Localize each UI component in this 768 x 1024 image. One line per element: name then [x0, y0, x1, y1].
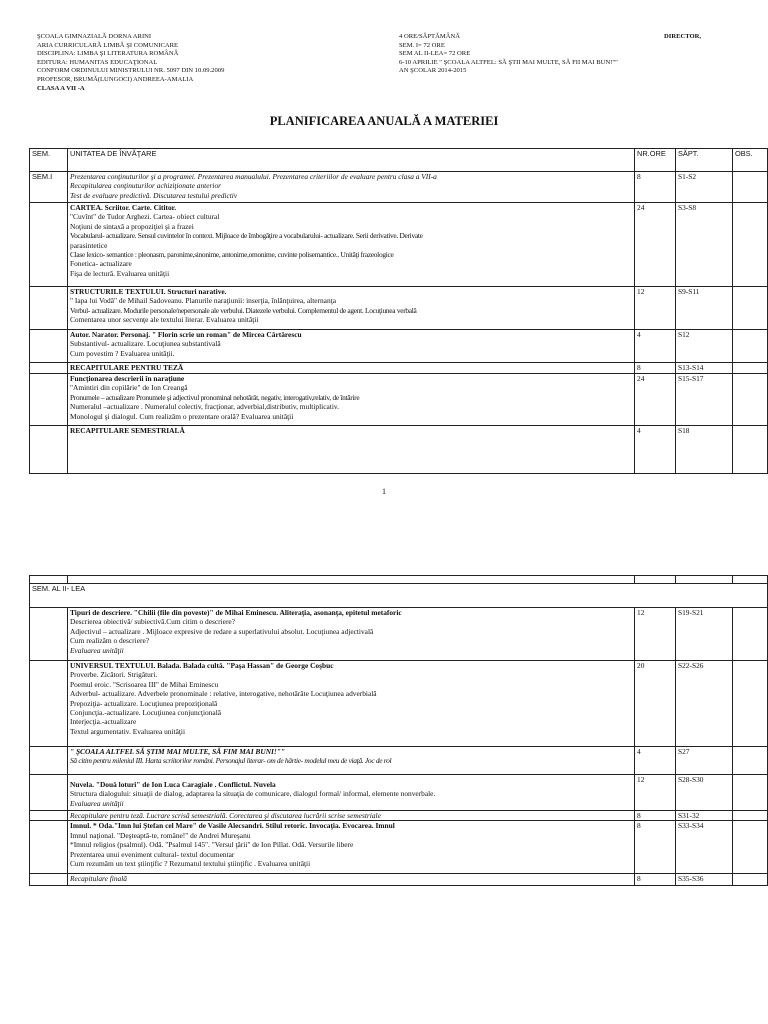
school-name: ŞCOALA GIMNAZIALĂ DORNA ARINI — [37, 33, 152, 40]
sem-cell: SEM.I — [30, 172, 68, 203]
table-row — [30, 821, 768, 874]
obs-cell — [733, 661, 768, 747]
sem2-hours: SEM AL II-LEA= 72 ORE — [399, 50, 471, 58]
unit-cell: Recapitulare pentru teză. Lucrare scrisă semestrială. Corectarea şi discutarea lucrării scrise semestriale — [68, 811, 635, 821]
week-cell: S28-S30 — [676, 775, 733, 811]
table-row — [30, 775, 768, 811]
week-cell: S19-S21 — [676, 608, 733, 661]
unit-cell: Autor. Narator. Personaj. " Florin scrie un roman" de Mircea Cărtărescu Substantivul- actualizare. Locuţiunea substantivală Cum povestim ? Evaluarea unităţii. — [68, 330, 635, 363]
table-row — [30, 330, 768, 363]
obs-cell — [733, 330, 768, 363]
table-row — [30, 747, 768, 775]
obs-cell — [733, 811, 768, 821]
school-year: AN ŞCOLAR 2014-2015 — [399, 67, 467, 75]
table-row — [30, 374, 768, 426]
sem-cell — [30, 661, 68, 747]
hours-cell: 24 — [635, 374, 676, 426]
hours-per-week: 4 ORE/SĂPTĂMÂNĂ — [399, 33, 460, 40]
unit-cell: STRUCTURILE TEXTULUI. Structuri narative. " Iapa lui Vodă" de Mihail Sadoveanu. Planurile naraţiunii: inserţia, înlănţuirea, alternanţa Verbul- actualizare. Modurile personale/nepersonale ale verbului. Diatezele verbului. Complementul de agent. Locuţiunea verbală Comentarea unor secvenţe ale textului literar. Evaluarea unităţii — [68, 287, 635, 330]
hours-cell: 4 — [635, 747, 676, 775]
obs-cell — [733, 172, 768, 203]
obs-cell — [733, 363, 768, 374]
sem-label-row — [30, 584, 768, 608]
sem-cell — [30, 811, 68, 821]
sem-cell — [30, 426, 68, 474]
week-cell: S33-S34 — [676, 821, 733, 874]
obs-cell — [733, 426, 768, 474]
week-cell: S22-S26 — [676, 661, 733, 747]
table-row — [30, 608, 768, 661]
sem-cell — [30, 203, 68, 287]
table-row — [30, 426, 768, 474]
week-cell: S27 — [676, 747, 733, 775]
table-row — [30, 661, 768, 747]
col-header-obs: OBS. — [733, 149, 768, 172]
hours-cell: 4 — [635, 330, 676, 363]
table-row — [30, 874, 768, 886]
week-cell: S3-S8 — [676, 203, 733, 287]
hours-cell: 8 — [635, 811, 676, 821]
table-row — [30, 203, 768, 287]
col-header-unit: UNITATEA DE ÎNVĂŢARE — [68, 149, 635, 172]
table-row — [30, 287, 768, 330]
obs-cell — [733, 374, 768, 426]
hours-cell: 24 — [635, 203, 676, 287]
hours-cell: 8 — [635, 172, 676, 203]
hours-cell: 12 — [635, 775, 676, 811]
table-row — [30, 172, 768, 203]
obs-cell — [733, 747, 768, 775]
curricular-area: ARIA CURRICULARĂ LIMBĂ ŞI COMUNICARE — [37, 41, 179, 49]
table-row — [30, 363, 768, 374]
sem1-hours: SEM. I= 72 ORE — [399, 41, 445, 49]
table-top-row — [30, 576, 768, 584]
header-middle — [399, 33, 618, 76]
week-cell: S18 — [676, 426, 733, 474]
sem-cell — [30, 374, 68, 426]
hours-cell: 8 — [635, 874, 676, 886]
table-header-row — [30, 149, 768, 172]
header-left — [37, 33, 224, 93]
week-cell: S9-S11 — [676, 287, 733, 330]
sem-cell — [30, 287, 68, 330]
sem-cell — [30, 608, 68, 661]
obs-cell — [733, 203, 768, 287]
col-header-hours: NR.ORE — [635, 149, 676, 172]
col-header-week: SĂPT. — [676, 149, 733, 172]
hours-cell: 12 — [635, 287, 676, 330]
hours-cell: 8 — [635, 363, 676, 374]
col-header-sem: SEM. — [30, 149, 68, 172]
page-title: PLANIFICAREA ANUALĂ A MATERIEI — [269, 114, 499, 128]
unit-cell: Recapitulare finală — [68, 874, 635, 886]
week-cell: S35-S36 — [676, 874, 733, 886]
sem2-label: SEM. AL II- LEA — [30, 584, 768, 608]
director-label: DIRECTOR, — [664, 33, 702, 40]
week-cell: S12 — [676, 330, 733, 363]
obs-cell — [733, 775, 768, 811]
week-cell: S31-32 — [676, 811, 733, 821]
obs-cell — [733, 821, 768, 874]
unit-cell: Nuvela. "Două loturi" de Ion Luca Caragiale . Conflictul. Nuvela Structura dialogului: situaţii de dialog, adaptarea la situaţia de comunicare, dialogul formal/ informal, elemente nonverbale. Evaluarea unităţii — [68, 775, 635, 811]
hours-cell: 20 — [635, 661, 676, 747]
unit-cell: RECAPITULARE SEMESTRIALĂ — [68, 426, 635, 474]
hours-cell: 12 — [635, 608, 676, 661]
obs-cell — [733, 287, 768, 330]
week-cell: S15-S17 — [676, 374, 733, 426]
sem-cell — [30, 821, 68, 874]
publisher: EDITURA: HUMANITAS EDUCAŢIONAL — [37, 58, 158, 66]
sem-cell — [30, 330, 68, 363]
unit-cell: RECAPITULARE PENTRU TEZĂ — [68, 363, 635, 374]
obs-cell — [733, 608, 768, 661]
planning-table-sem1 — [29, 148, 768, 474]
discipline: DISCIPLINA: LIMBA ŞI LITERATURA ROMÂNĂ — [37, 50, 179, 58]
sem-cell — [30, 874, 68, 886]
class-label: CLASA A VII -A — [37, 84, 85, 92]
unit-cell: Imnul. * Oda."Imn lui Ştefan cel Mare" de Vasile Alecsandri. Stilul retoric. Invocaţia. Evocarea. Imnul Imnul naţional. "Deşteaptă-te, române!" de Andrei Mureşanu *Imnul religios (psalmul). Odă. "Psalmul 145". "Versul ţării" de Ion Pillat. Odă. Versurile libere Prezentarea unui eveniment cultural- textul documentar Cum rezumăm un text ştiinţific ? Rezumatul textului ştiinţific . Evaluarea unităţii — [68, 821, 635, 874]
hours-cell: 4 — [635, 426, 676, 474]
week-cell: S1-S2 — [676, 172, 733, 203]
school-altfel-week: 6-10 APRILIE " ŞCOALA ALTFEL: SĂ ŞTII MAI MULTE, SĂ FII MAI BUN!"" — [399, 58, 618, 66]
sem-cell — [30, 747, 68, 775]
unit-cell: " ŞCOALA ALTFEL SĂ ŞTIM MAI MULTE, SĂ FIM MAI BUNI!"" Să citim pentru mileniul III. Harta scriitorilor români. Personajul literar- om de hârtie- modelul meu de viaţă. Joc de rol — [68, 747, 635, 775]
week-cell: S13-S14 — [676, 363, 733, 374]
unit-cell: Prezentarea conţinuturilor şi a programei. Prezentarea manualului. Prezentarea criteriilor de evaluare pentru clasa a VII-a Recapitularea conţinuturilor achiziţionate anterior Test de evaluare predictivă. Discutarea testului predictiv — [68, 172, 635, 203]
hours-cell: 8 — [635, 821, 676, 874]
unit-cell: Funcţionarea descrierii în naraţiune "Amintiri din copilărie" de Ion Creangă Pronumele – actualizare Pronumele şi adjectivul pronominal nehotărât, negativ, interogativ,relativ, de întărire Numeralul –actualizare . Numeralul colectiv, fracţionar, adverbial,distributiv, multiplicativ. Monologul şi dialogul. Cum realizăm o prezentare orală? Evaluarea unităţii — [68, 374, 635, 426]
sem-cell — [30, 363, 68, 374]
ministry-order: CONFORM ORDINULUI MINISTRULUI NR. 5097 DIN 10.09.2009 — [37, 67, 225, 75]
planning-table-sem2 — [29, 575, 768, 886]
unit-cell: Tipuri de descriere. "Chilii (file din poveste)" de Mihai Eminescu. Aliteraţia, asonanţa, epitetul metaforic Descrierea obiectivă/ subiectivă.Cum citim o descriere? Adjectivul – actualizare . Mijloace expresive de redare a superlativului absolut. Locuţiunea adjectivală Cum realizăm o descriere? Evaluarea unităţii — [68, 608, 635, 661]
sem-cell — [30, 775, 68, 811]
unit-cell: UNIVERSUL TEXTULUI. Balada. Balada cultă. "Paşa Hassan" de George Coşbuc Proverbe. Zicători. Strigături. Poemul eroic. "Scrisoarea III" de Mihai Eminescu Adverbul- actualizare. Adverbele pronominale : relative, interogative, nehotărâte Locuţiunea adverbială Prepoziţia- actualizare. Locuţiunea prepoziţională Conjuncţia.-actualizare. Locuţiunea conjuncţională Interjecţia.-actualizare Textul argumentativ. Evaluarea unităţii — [68, 661, 635, 747]
teacher: PROFESOR, BRUMĂ(LUNGOCI) ANDREEA-AMALIA — [37, 75, 194, 83]
unit-cell: CARTEA. Scriitor. Carte. Cititor. "Cuvînt" de Tudor Arghezi. Cartea- obiect cultural Noţiuni de sintaxă a propoziţiei şi a frazei Vocabularul- actualizare. Sensul cuvintelor în context. Mijloace de îmbogăţire a vocabularului- actualizare. Serii derivative. Derivate parasintetice Clase lexico- semantice : pleonasm, paronime,sinonime, antonime,omonime, cuvinte polisemantice.. Unităţi frazeologice Fonetica- actualizare Fişa de lectură. Evaluarea unităţii — [68, 203, 635, 287]
page-number: 1 — [382, 487, 386, 496]
table-row — [30, 811, 768, 821]
obs-cell — [733, 874, 768, 886]
